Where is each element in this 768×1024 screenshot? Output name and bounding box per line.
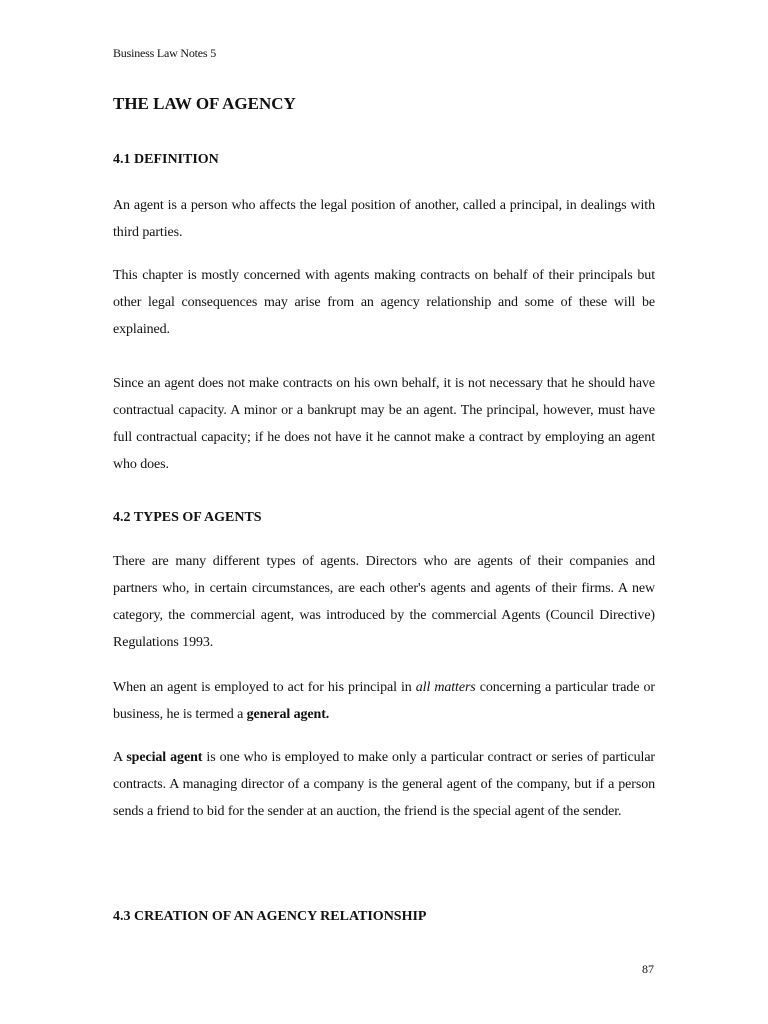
special-agent-text-b: is one who is employed to make only a particular contract or series of particular contracts. A managing director of a company is the general agent of the company, but if a person sends a friend to bid for the sender at an auction, the friend is the special agent of the sender. bbox=[113, 750, 655, 819]
general-agent-text-b: concerning a particular trade or business, he is termed a bbox=[113, 680, 655, 722]
paragraph-types: There are many different types of agents. Directors who are agents of their companies and partners who, in certain circumstances, are each other's agents and agents of their firms. A new category, the commercial agent, was introduced by the commercial Agents (Council Directive) Regulations 1993. bbox=[113, 554, 655, 650]
general-agent-term: general agent. bbox=[246, 707, 330, 722]
paragraph-general-agent bbox=[113, 674, 655, 728]
running-header: Business Law Notes 5 bbox=[113, 46, 216, 60]
special-agent-text-a: A bbox=[113, 750, 127, 765]
general-agent-text-a: When an agent is employed to act for his principal in bbox=[113, 680, 416, 695]
paragraph-capacity: Since an agent does not make contracts on his own behalf, it is not necessary that he should have contractual capacity. A minor or a bankrupt may be an agent. The principal, however, must have full contractual capacity; if he does not have it he cannot make a contract by employing an agent who does. bbox=[113, 376, 655, 472]
section-heading-types: 4.2 TYPES OF AGENTS bbox=[113, 510, 262, 525]
paragraph-special-agent bbox=[113, 744, 655, 825]
page-title: THE LAW OF AGENCY bbox=[113, 94, 296, 113]
paragraph-scope: This chapter is mostly concerned with agents making contracts on behalf of their principals but other legal consequences may arise from an agency relationship and some of these will be explained. bbox=[113, 268, 655, 337]
general-agent-italic: all matters bbox=[415, 680, 476, 695]
section-heading-creation: 4.3 CREATION OF AN AGENCY RELATIONSHIP bbox=[113, 909, 427, 924]
page-number: 87 bbox=[642, 962, 654, 976]
section-heading-definition: 4.1 DEFINITION bbox=[113, 152, 219, 167]
paragraph-definition: An agent is a person who affects the legal position of another, called a principal, in dealings with third parties. bbox=[113, 198, 655, 240]
special-agent-term: special agent bbox=[126, 750, 203, 765]
